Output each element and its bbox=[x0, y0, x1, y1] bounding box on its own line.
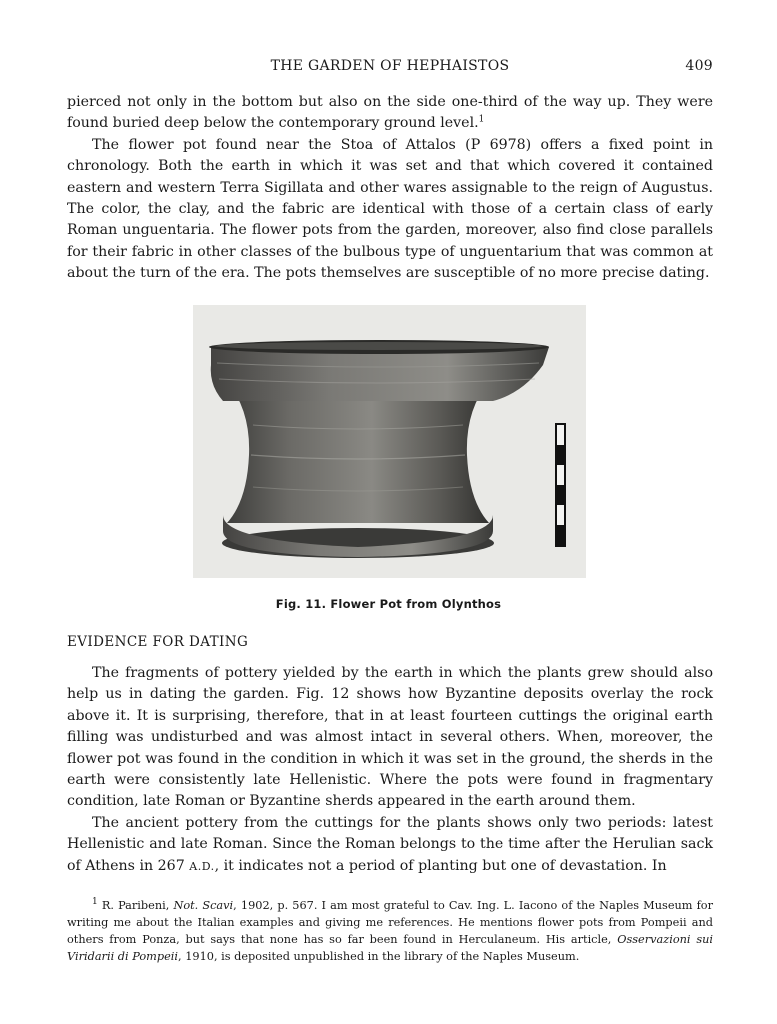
footnote-marker: 1 bbox=[92, 897, 98, 908]
era-abbreviation: A.D. bbox=[189, 859, 215, 873]
paragraph-ancient-pottery: The ancient pottery from the cuttings for the plants shows only two periods: latest Hellenistic and late Roman. Since the Roman belongs to the time after the Herulian sack of Athens in 267 A.D., it indicates not a period of planting but one of devastation. In bbox=[67, 814, 713, 874]
dating-text-block bbox=[67, 663, 713, 877]
scale-bar bbox=[555, 423, 566, 547]
paragraph-fragments: The fragments of pottery yielded by the earth in which the plants grew should also help us in dating the garden. Fig. 12 shows how Byzantine deposits overlay the rock above it. It is surprising, therefore, that in at least fourteen cuttings the original earth filling was undisturbed and was almost intact in several others. When, moreover, the flower pot was found in the condition in which it was set in the ground, the sherds in the earth were consistently late Hellenistic. Where the pots were found in fragmentary condition, late Roman or Byzantine sherds appeared in the earth around them. bbox=[67, 665, 713, 810]
footnote-text: $^1$ R. Paribeni, Not. Scavi, 1902, p. 567. I am most grateful to Cav. Ing. L. Iacono of the Naples Museum for writing me about the Italian examples and giving me references. He mentions flower pots from Pompeii and others from Ponza, but says that none has so far been found in Herculaneum. His article, Osservazioni sui Viridarii di Pompeii, 1910, is deposited unpublished in the library of the Naples Museum. bbox=[67, 897, 714, 963]
footnote-reference: 1 bbox=[478, 114, 485, 125]
page-number: 409 bbox=[685, 58, 713, 74]
article-title: Osservazioni sui Viridarii di Pompeii bbox=[67, 933, 714, 963]
figure-caption: Fig. 11. Flower Pot from Olynthos bbox=[275, 597, 502, 611]
running-title: THE GARDEN OF HEPHAISTOS bbox=[270, 58, 510, 74]
running-head bbox=[67, 58, 713, 74]
figure-flower-pot bbox=[193, 305, 586, 578]
flower-pot-photo bbox=[193, 305, 586, 578]
footnote bbox=[67, 897, 713, 965]
paragraph-continued: pierced not only in the bottom but also on the side one-third of the way up. They were found buried deep below the contemporary ground level.$^1$ bbox=[67, 94, 713, 132]
intro-text-block bbox=[67, 92, 713, 285]
section-heading: EVIDENCE FOR DATING bbox=[67, 634, 249, 650]
journal-title: Not. Scavi bbox=[173, 899, 234, 912]
paragraph-chronology: The flower pot found near the Stoa of Attalos (P 6978) offers a fixed point in chronology. Both the earth in which it was set and that which covered it contained eastern and western Terra Sigillata and other wares assignable to the reign of Augustus. The color, the clay, and the fabric are identical with those of a certain class of early Roman unguentaria. The flower pots from the garden, moreover, also find close parallels for their fabric in other classes of the bulbous type of unguentarium that was common at about the turn of the era. The pots themselves are susceptible of no more precise dating. bbox=[67, 136, 713, 282]
